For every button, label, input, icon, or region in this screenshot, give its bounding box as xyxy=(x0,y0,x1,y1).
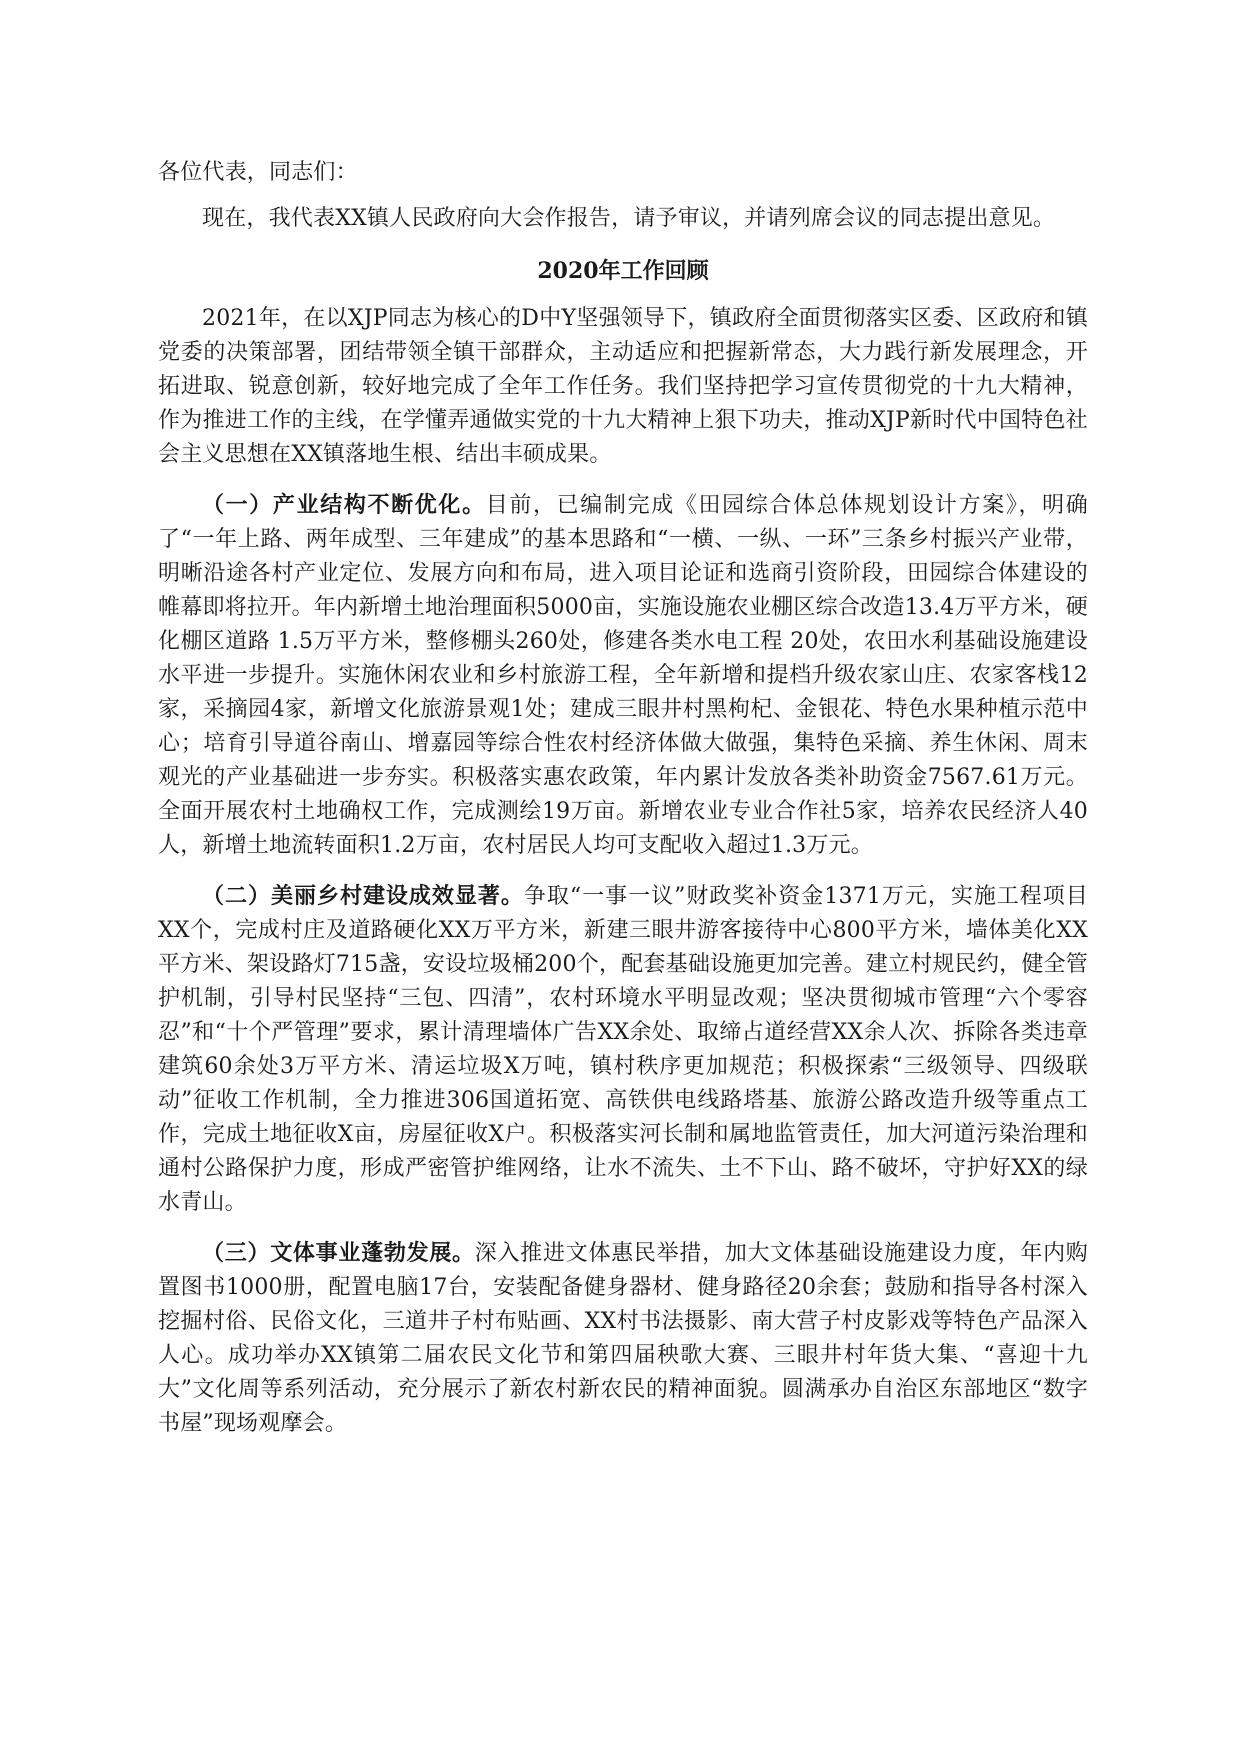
intro-paragraph: 现在，我代表XX镇人民政府向大会作报告，请予审议，并请列席会议的同志提出意见。 xyxy=(202,206,1056,231)
section-culture xyxy=(158,1236,1088,1441)
section-body: 深入推进文体惠民举措，加大文体基础设施建设力度，年内购置图书1000册，配置电脑17台，安装配备健身器材、健身路径20余套；鼓励和指导各村深入挖掘村俗、民俗文化，三道井子村布贴画、XX村书法摄影、南大营子村皮影戏等特色产品深入人心。成功举办XX镇第二届农民文化节和第四届秧歌大赛、三眼井村年货大集、“喜迎十九大”文化周等系列活动，充分展示了新农村新农民的精神面貌。圆满承办自治区东部地区“数字书屋”现场观摩会。 xyxy=(158,1241,1088,1436)
salutation: 各位代表，同志们： xyxy=(158,160,358,185)
overview-paragraph: 2021年，在以XJP同志为核心的D中Y坚强领导下，镇政府全面贯彻落实区委、区政府和镇党委的决策部署，团结带领全镇干部群众，主动适应和把握新常态，大力践行新发展理念，开拓进取、锐意创新，较好地完成了全年工作任务。我们坚持把学习宣传贯彻党的十九大精神，作为推进工作的主线，在学懂弄通做实党的十九大精神上狠下功夫，推动XJP新时代中国特色社会主义思想在XX镇落地生根、结出丰硕成果。 xyxy=(158,306,1088,467)
section-lead: （二）美丽乡村建设成效显著。 xyxy=(202,883,524,909)
section-body: 争取“一事一议”财政奖补资金1371万元，实施工程项目XX个，完成村庄及道路硬化XX万平方米，新建三眼井游客接待中心800平方米，墙体美化XX平方米、架设路灯715盏，安设垃圾桶200个，配套基础设施更加完善。建立村规民约，健全管护机制，引导村民坚持“三包、四清”，农村环境水平明显改观；坚决贯彻城市管理“六个零容忍”和“十个严管理”要求，累计清理墙体广告XX余处、取缔占道经营XX余人次、拆除各类违章建筑60余处3万平方米、清运垃圾X万吨，镇村秩序更加规范；积极探索“三级领导、四级联动”征收工作机制，全力推进306国道拓宽、高铁供电线路塔基、旅游公路改造升级等重点工作，完成土地征收X亩，房屋征收X户。积极落实河长制和属地监管责任，加大河道污染治理和通村公路保护力度，形成严密管护维网络，让水不流失、土不下山、路不破坏，守护好XX的绿水青山。 xyxy=(158,884,1088,1215)
section-body: 目前，已编制完成《田园综合体总体规划设计方案》，明确了“一年上路、两年成型、三年建成”的基本思路和“一横、一纵、一环”三条乡村振兴产业带，明晰沿途各村产业定位、发展方向和布局，进入项目论证和选商引资阶段，田园综合体建设的帷幕即将拉开。年内新增土地治理面积5000亩，实施设施农业棚区综合改造13.4万平方米，硬化棚区道路 1.5万平方米，整修棚头260处，修建各类水电工程 20处，农田水利基础设施建设水平进一步提升。实施休闲农业和乡村旅游工程，全年新增和提档升级农家山庄、农家客栈12家，采摘园4家，新增文化旅游景观1处；建成三眼井村黑枸杞、金银花、特色水果种植示范中心；培育引导道谷南山、增嘉园等综合性农村经济体做大做强，集特色采摘、养生休闲、周末观光的产业基础进一步夯实。积极落实惠农政策，年内累计发放各类补助资金7567.61万元。全面开展农村土地确权工作，完成测绘19万亩。新增农业专业合作社5家，培养农民经济人40人，新增土地流转面积1.2万亩，农村居民人均可支配收入超过1.3万元。 xyxy=(158,493,1088,858)
section-lead: （三）文体事业蓬勃发展。 xyxy=(202,1240,475,1266)
section-lead: （一）产业结构不断优化。 xyxy=(202,492,486,518)
section-heading: 2020年工作回顾 xyxy=(537,258,709,284)
document-page xyxy=(158,156,1088,1457)
section-rural xyxy=(158,879,1088,1220)
section-industry xyxy=(158,488,1088,863)
